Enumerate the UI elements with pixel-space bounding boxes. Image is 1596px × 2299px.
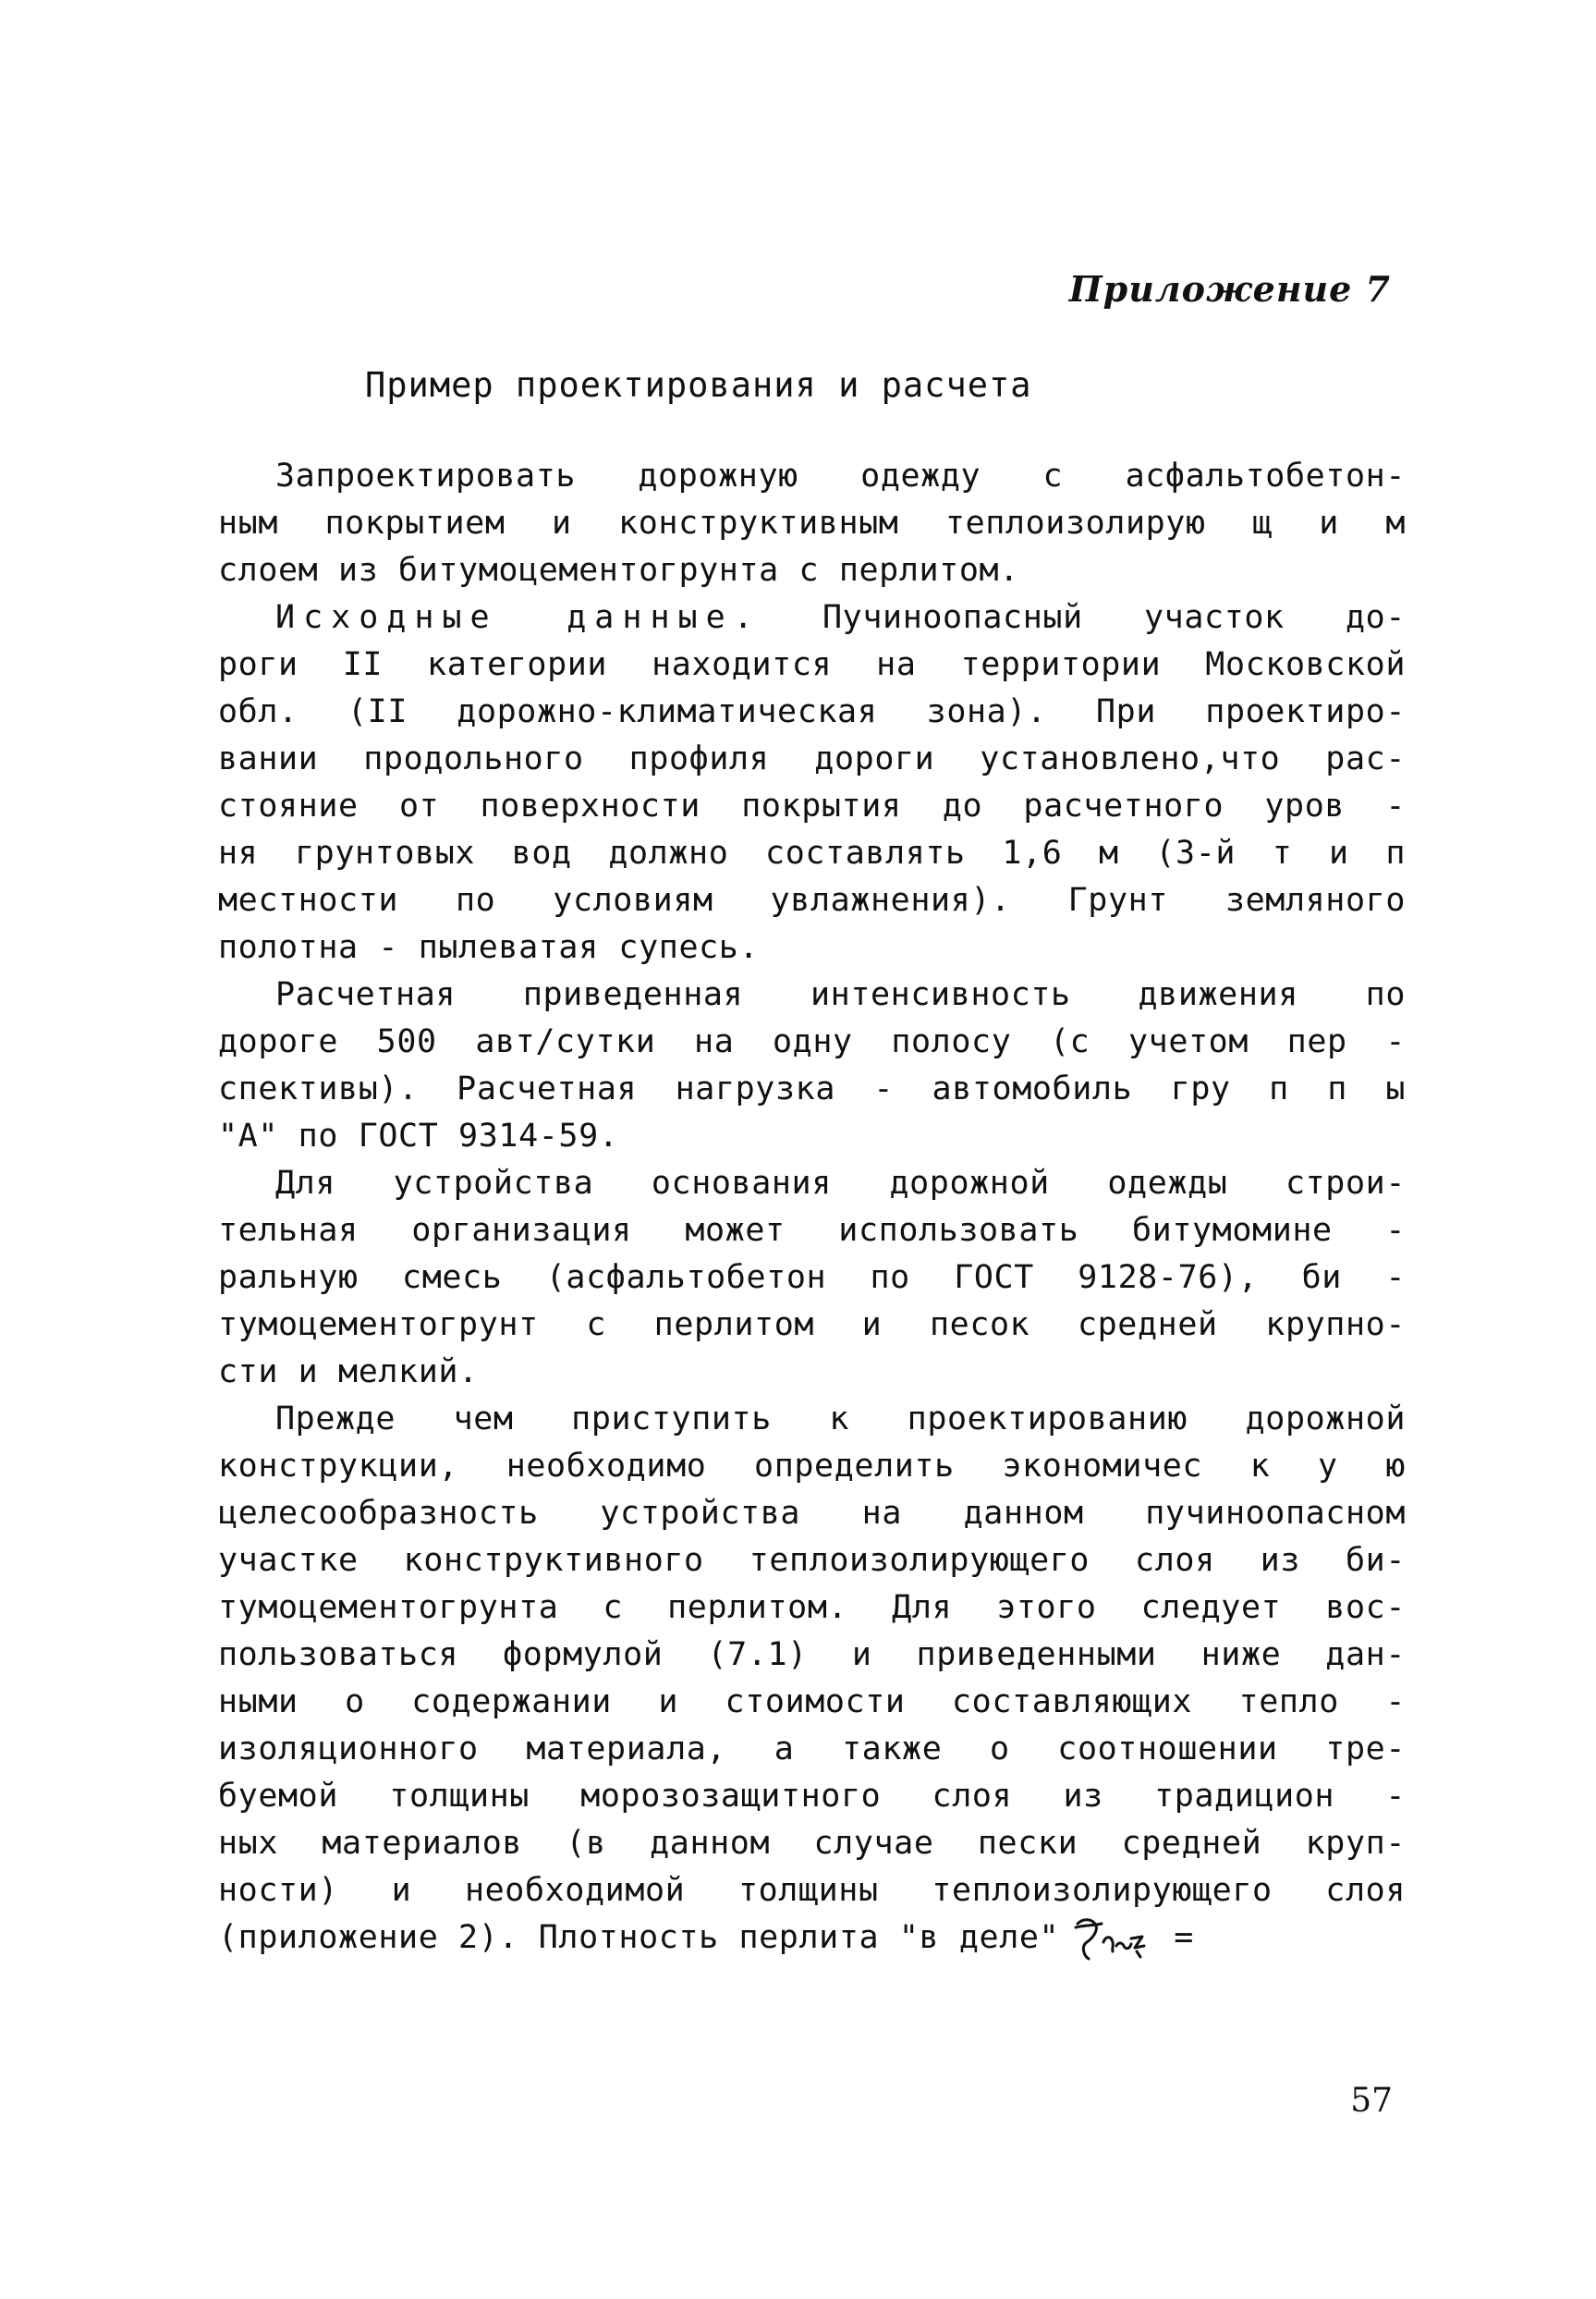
paragraph-5-last-line xyxy=(218,1914,1406,1962)
paragraph-2-line: стояние от поверхности покрытия до расчетного уров - xyxy=(218,788,1406,825)
paragraph-5-line: ных материалов (в данном случае пески средней круп- xyxy=(218,1825,1406,1862)
paragraph-5-line: изоляционного материала, а также о соотношении тре- xyxy=(218,1730,1406,1767)
body-text xyxy=(218,453,1406,1962)
paragraph-5-line: пользоваться формулой (7.1) и приведенными ниже дан- xyxy=(218,1636,1406,1673)
paragraph-3-line: Расчетная приведенная интенсивность движения по xyxy=(275,976,1406,1013)
paragraph-4-line: тельная организация может использовать битумомине - xyxy=(218,1212,1406,1249)
paragraph-2-line: обл. (II дорожно-климатическая зона). При проектиро- xyxy=(218,693,1406,730)
initial-data-heading: Исходные данные. xyxy=(275,599,761,636)
handwritten-density-symbol xyxy=(1070,1914,1150,1963)
paragraph-2-line: роги II категории находится на территории Московской xyxy=(218,646,1406,683)
paragraph-1-line: Запроектировать дорожную одежду с асфальтобетон- xyxy=(275,458,1406,495)
equals-sign: = xyxy=(1174,1919,1194,1956)
paragraph-2-first-line-rest: Пучиноопасный участок до- xyxy=(822,599,1406,636)
paragraph-4-line: тумоцементогрунт с перлитом и песок средней крупно- xyxy=(218,1306,1406,1343)
paragraph-5-line: тумоцементогрунта с перлитом. Для этого следует вос- xyxy=(218,1589,1406,1626)
paragraph-5-line: конструкции, необходимо определить экономичес к у ю xyxy=(218,1448,1406,1485)
paragraph-4-line: Для устройства основания дорожной одежды строи- xyxy=(275,1165,1406,1202)
paragraph-5-line: ными о содержании и стоимости составляющих тепло - xyxy=(218,1683,1406,1720)
paragraph-5-line: участке конструктивного теплоизолирующего слоя из би- xyxy=(218,1542,1406,1579)
page-number: 57 xyxy=(1350,2082,1393,2120)
appendix-label: Приложение 7 xyxy=(1068,268,1391,310)
paragraph-5-last-line-text: (приложение 2). Плотность перлита "в деле" xyxy=(218,1919,1060,1956)
paragraph-1-line: ным покрытием и конструктивным теплоизолирую щ и м xyxy=(218,505,1406,542)
paragraph-3-line: "А" по ГОСТ 9314-59. xyxy=(218,1118,619,1155)
paragraph-2-line: полотна - пылеватая супесь. xyxy=(218,929,760,966)
paragraph-5-line: Прежде чем приступить к проектированию дорожной xyxy=(275,1400,1406,1437)
paragraph-1-line: слоем из битумоцементогрунта с перлитом. xyxy=(218,552,1019,589)
paragraph-5-line: ности) и необходимой толщины теплоизолирующего слоя xyxy=(218,1872,1406,1909)
paragraph-5-line: целесообразность устройства на данном пучиноопасном xyxy=(218,1495,1406,1532)
paragraph-2-line: вании продольного профиля дороги установлено,что рас- xyxy=(218,740,1406,777)
paragraph-2-line: ня грунтовых вод должно составлять 1,6 м (3-й т и п xyxy=(218,835,1406,872)
paragraph-3-line: спективы). Расчетная нагрузка - автомобиль гру п п ы xyxy=(218,1070,1406,1107)
paragraph-2-line: местности по условиям увлажнения). Грунт земляного xyxy=(218,882,1406,919)
section-title: Пример проектирования и расчета xyxy=(365,365,1032,405)
paragraph-3-line: дороге 500 авт/сутки на одну полосу (с учетом пер - xyxy=(218,1023,1406,1060)
paragraph-4-line: сти и мелкий. xyxy=(218,1353,479,1390)
paragraph-4-line: ральную смесь (асфальтобетон по ГОСТ 9128-76), би - xyxy=(218,1259,1406,1296)
paragraph-2-first-line xyxy=(218,594,1406,642)
paragraph-5-line: буемой толщины морозозащитного слоя из традицион - xyxy=(218,1778,1406,1815)
